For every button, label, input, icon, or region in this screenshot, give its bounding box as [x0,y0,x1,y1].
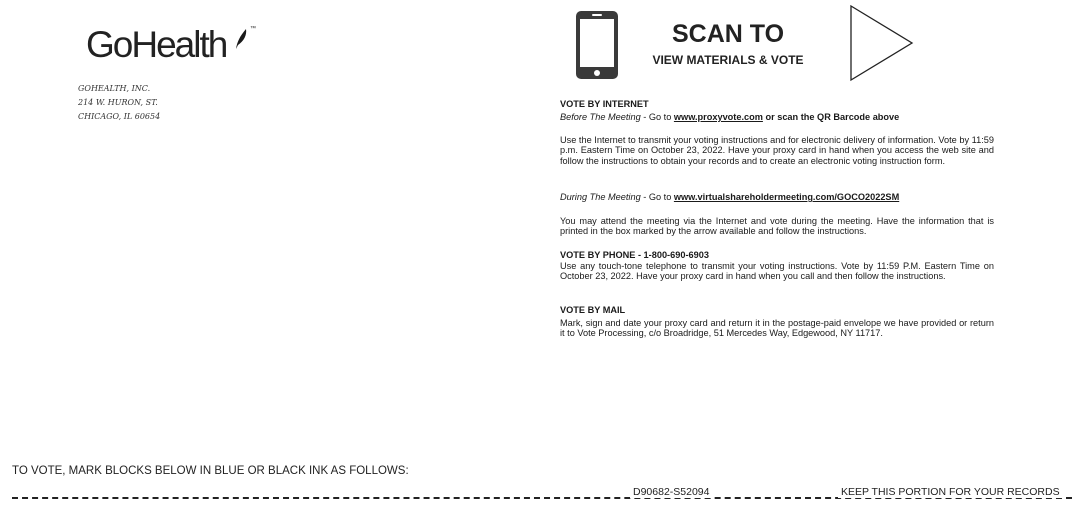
scan-title: SCAN TO [671,20,785,48]
before-meeting-line: Before The Meeting - Go to www.proxyvote.com or scan the QR Barcode above [560,112,900,122]
phone-instructions: Use any touch-tone telephone to transmit your voting instructions. Vote by 11:59 P.M. Eastern Time on October 23, 2022. Have your proxy card in hand when you call and then follow the instructions. [560,261,994,282]
vote-internet-heading: VOTE BY INTERNET [560,99,649,109]
mail-instructions: Mark, sign and date your proxy card and return it in the postage-paid envelope we have provided or return it to Vote Processing, c/o Broadridge, 51 Mercedes Way, Edgewood, NY 11717. [560,318,994,339]
logo-wordmark: GoHealth [86,24,227,65]
proxyvote-link[interactable]: www.proxyvote.com [673,112,763,122]
internet-instructions: Use the Internet to transmit your voting instructions and for electronic delivery of information. Vote by 11:59 p.m. Eastern Time on October 23, 2022. Have your proxy card in hand when you access the web site and follow the instructions to obtain your records and to create an electronic voting instruction form. [560,135,994,166]
mark-instruction: TO VOTE, MARK BLOCKS BELOW IN BLUE OR BLACK INK AS FOLLOWS: [12,465,409,477]
company-logo [86,24,256,65]
address-line-3: CHICAGO, IL 60654 [78,112,161,121]
virtual-meeting-link[interactable]: www.virtualshareholdermeeting.com/GOCO2022SM [673,192,900,202]
during-meeting-instructions: You may attend the meeting via the Internet and vote during the meeting. Have the information that is printed in the box marked by the arrow available and follow the instructions. [560,216,994,237]
trademark-mark: ™ [250,26,256,32]
leaf-icon [234,28,248,50]
vote-mail-heading: VOTE BY MAIL [560,305,626,315]
address-line-1: GOHEALTH, INC. [78,84,151,93]
arrow-marker-icon [849,5,915,83]
mobile-phone-icon [575,10,619,80]
address-line-2: 214 W. HURON, ST. [78,98,158,107]
vote-phone-heading: VOTE BY PHONE - 1-800-690-6903 [560,250,709,260]
scan-subtitle: VIEW MATERIALS & VOTE [652,53,804,67]
control-code: D90682-S52094 [630,486,712,498]
during-meeting-line: During The Meeting - Go to www.virtualshareholdermeeting.com/GOCO2022SM [560,192,900,202]
keep-records-label: KEEP THIS PORTION FOR YOUR RECORDS [838,486,1063,498]
